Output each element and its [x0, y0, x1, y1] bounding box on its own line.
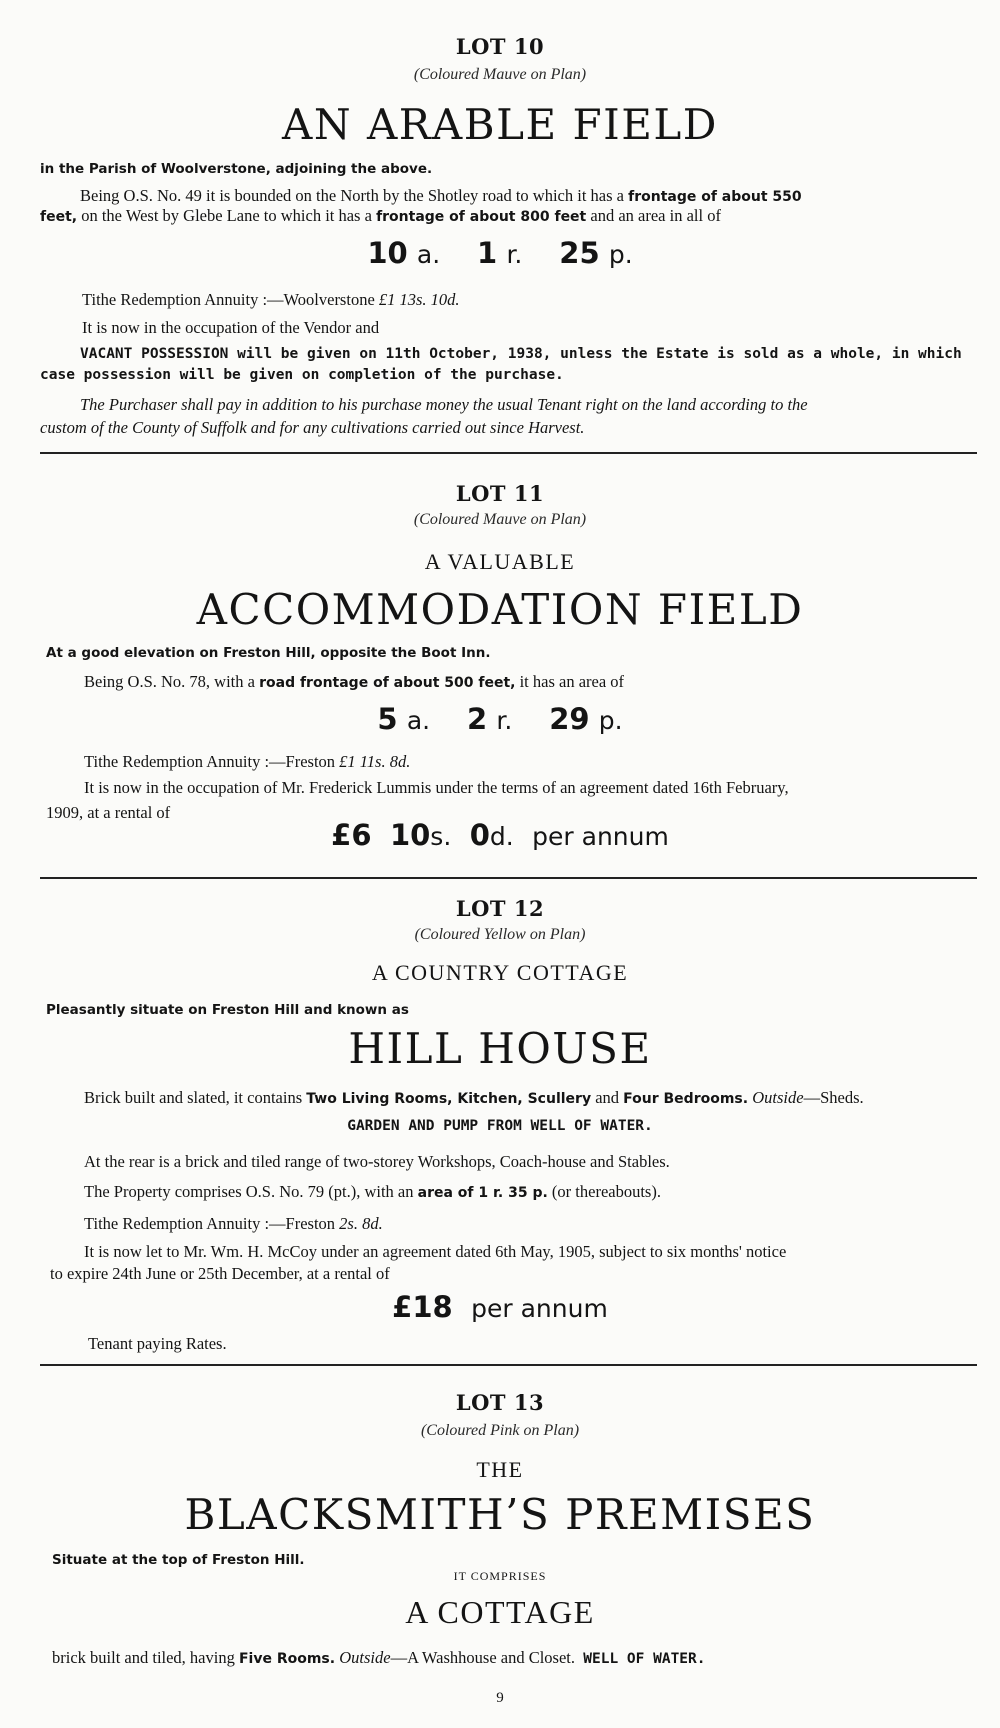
lot12-heading: HILL HOUSE	[348, 1024, 652, 1073]
lot11-heading: ACCOMMODATION FIELD	[196, 585, 804, 634]
lot12-pre-heading: A COUNTRY COTTAGE	[371, 960, 629, 985]
lot12-garden: GARDEN AND PUMP FROM WELL OF WATER.	[347, 1118, 653, 1134]
lot10-area-roods-unit: r.	[506, 240, 523, 269]
divider-lot12-lot13	[40, 1364, 977, 1366]
lot12-rent-suffix: per annum	[471, 1294, 608, 1323]
lot11-location: At a good elevation on Freston Hill, opposite the Boot Inn.	[46, 645, 491, 661]
lot10-desc2-end: and an area in all of	[586, 206, 721, 225]
lot12-sheds: —Sheds.	[803, 1088, 864, 1107]
lot12-prop-text: The Property comprises O.S. No. 79 (pt.), with an	[84, 1182, 418, 1201]
lot12-let-line1: It is now let to Mr. Wm. H. McCoy under an agreement dated 6th May, 1905, subject to six months' notice	[84, 1242, 787, 1261]
lot11-tithe-label: Tithe Redemption Annuity :—Freston	[84, 752, 340, 771]
lot10-title: LOT 10	[455, 34, 545, 59]
lot12-bedrooms: Four Bedrooms.	[623, 1091, 749, 1107]
lot11-rent-pence: 0	[469, 818, 490, 852]
lot12-rent	[0, 1290, 1000, 1324]
lot10-vacant-line2: case possession will be given on completion of the purchase.	[40, 367, 564, 383]
lot12-title: LOT 12	[455, 896, 545, 921]
lot11-area-acres: 5	[377, 702, 398, 736]
lot11-area-roods-unit: r.	[496, 706, 513, 735]
lot12-rear: At the rear is a brick and tiled range of two-storey Workshops, Coach-house and Stables.	[84, 1152, 670, 1171]
lot10-tithe	[82, 290, 460, 310]
lot10-vacant-line1: VACANT POSSESSION will be given on 11th October, 1938, unless the Estate is sold as a whole, in which	[80, 346, 962, 362]
lot12-prop-end: (or thereabouts).	[547, 1182, 661, 1201]
divider-lot11-lot12	[40, 877, 977, 879]
lot11-rent-suffix: per annum	[532, 822, 669, 851]
lot12-rates: Tenant paying Rates.	[88, 1334, 227, 1353]
lot11-area-perches-unit: p.	[598, 706, 623, 735]
lot13-title: LOT 13	[455, 1390, 545, 1415]
lot11-occupation-line1: It is now in the occupation of Mr. Frederick Lummis under the terms of an agreement dated 16th February,	[84, 778, 789, 797]
lot10-area-acres-unit: a.	[416, 240, 441, 269]
lot10-description-line1	[80, 186, 802, 206]
lot13-comprises: IT COMPRISES	[453, 1569, 547, 1583]
lot13-description	[52, 1648, 705, 1668]
lot12-property	[84, 1182, 661, 1202]
lot13-heading: BLACKSMITH’S PREMISES	[184, 1490, 816, 1539]
lot11-title: LOT 11	[455, 481, 545, 506]
lot13-rooms: Five Rooms.	[238, 1651, 336, 1667]
lot11-rent-pence-unit: d.	[489, 822, 514, 851]
lot12-location: Pleasantly situate on Freston Hill and known as	[46, 1002, 409, 1018]
lot12-tithe-label: Tithe Redemption Annuity :—Freston	[84, 1214, 340, 1233]
lot10-tithe-value: £1 13s. 10d.	[378, 290, 460, 309]
lot12-tithe-value: 2s. 8d.	[339, 1214, 383, 1233]
lot10-occupation: It is now in the occupation of the Vendor and	[82, 318, 380, 337]
lot10-area-acres: 10	[367, 236, 408, 270]
divider-lot10-lot11	[40, 452, 977, 454]
lot11-rent-pounds: £6	[331, 818, 372, 852]
lot10-note-line2: custom of the County of Suffolk and for any cultivations carried out since Harvest.	[40, 418, 585, 437]
lot12-desc-text: Brick built and slated, it contains	[84, 1088, 307, 1107]
lot10-frontage-800: frontage of about 800 feet	[376, 209, 587, 225]
lot11-desc-end: it has an area of	[515, 672, 625, 691]
lot10-desc2-text: on the West by Glebe Lane to which it has a	[77, 206, 377, 225]
lot11-pre-heading: A VALUABLE	[424, 549, 576, 574]
lot10-frontage-550: frontage of about 550	[628, 189, 802, 205]
lot10-desc1-text: Being O.S. No. 49 it is bounded on the North by the Shotley road to which it has a	[80, 186, 629, 205]
lot11-desc-text: Being O.S. No. 78, with a	[84, 672, 260, 691]
lot10-desc2-feet: feet,	[40, 209, 78, 225]
lot10-subtitle: (Coloured Mauve on Plan)	[413, 66, 587, 83]
lot11-area-perches: 29	[549, 702, 590, 736]
lot11-area-acres-unit: a.	[406, 706, 431, 735]
lot11-area-roods: 2	[466, 702, 488, 736]
lot10-description-line2	[40, 206, 721, 226]
lot11-area	[0, 702, 1000, 736]
lot11-tithe-value: £1 11s. 8d.	[339, 752, 411, 771]
lot13-pre-heading: THE	[476, 1457, 524, 1482]
lot10-heading: AN ARABLE FIELD	[282, 100, 718, 149]
lot13-washhouse: —A Washhouse and Closet.	[390, 1648, 576, 1667]
lot12-rent-pounds: £18	[392, 1290, 453, 1324]
lot11-rent-shillings: 10	[389, 818, 431, 852]
page-number: 9	[496, 1690, 504, 1706]
lot13-location: Situate at the top of Freston Hill.	[52, 1552, 305, 1568]
lot11-tithe	[84, 752, 410, 772]
lot10-tithe-label: Tithe Redemption Annuity :—Woolverstone	[82, 290, 379, 309]
lot10-note-line1: The Purchaser shall pay in addition to his purchase money the usual Tenant right on the land according to the	[80, 395, 808, 414]
lot10-area-perches: 25	[559, 236, 600, 270]
lot12-tithe	[84, 1214, 383, 1234]
lot10-area	[0, 236, 1000, 270]
lot12-subtitle: (Coloured Yellow on Plan)	[414, 926, 586, 943]
lot12-area: area of 1 r. 35 p.	[417, 1185, 548, 1201]
lot13-subtitle: (Coloured Pink on Plan)	[420, 1422, 580, 1439]
lot11-occupation-line2: 1909, at a rental of	[46, 803, 171, 822]
lot12-let-line2: to expire 24th June or 25th December, at a rental of	[50, 1264, 390, 1283]
lot11-rent-shillings-unit: s.	[430, 822, 452, 851]
lot11-description	[84, 672, 624, 692]
lot13-well: WELL OF WATER.	[583, 1651, 706, 1667]
lot10-location: in the Parish of Woolverstone, adjoining the above.	[40, 161, 433, 177]
lot12-description	[84, 1088, 864, 1108]
lot13-sub-heading: A COTTAGE	[405, 1594, 595, 1630]
lot11-subtitle: (Coloured Mauve on Plan)	[413, 511, 587, 528]
lot13-outside: Outside	[335, 1648, 391, 1667]
lot10-area-roods: 1	[477, 236, 498, 270]
lot12-desc-and: and	[591, 1088, 624, 1107]
lot11-rent	[0, 818, 1000, 852]
lot12-outside: Outside	[748, 1088, 804, 1107]
lot12-rooms: Two Living Rooms, Kitchen, Scullery	[306, 1091, 592, 1107]
lot10-area-perches-unit: p.	[608, 240, 633, 269]
lot11-road-frontage: road frontage of about 500 feet,	[259, 675, 516, 691]
lot13-desc-text: brick built and tiled, having	[52, 1648, 239, 1667]
